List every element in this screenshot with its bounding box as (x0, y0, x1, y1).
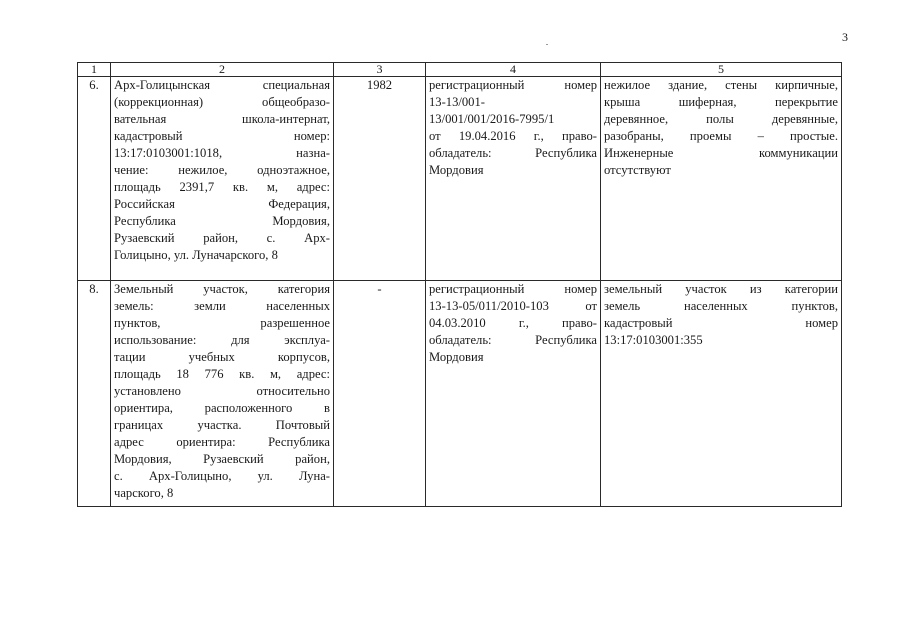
registration-cell (426, 281, 601, 507)
cell-text-line: кадастровый номер (604, 316, 838, 330)
row-number: 6. (78, 77, 111, 281)
characteristics-cell (601, 77, 842, 281)
characteristics-cell (601, 281, 842, 507)
cell-text-line: площадь 18 776 кв. м, адрес: (114, 367, 330, 381)
year-cell: - (334, 281, 426, 507)
scan-speck (546, 44, 548, 45)
cell-text-line: Мордовия, Рузаевский район, (114, 452, 330, 466)
cell-text-line: 13:17:0103001:355 (604, 333, 703, 347)
cell-text-line: с. Арх-Голицыно, ул. Луна- (114, 469, 330, 483)
cell-text-line: отсутствуют (604, 163, 671, 177)
cell-text-line: Мордовия (429, 350, 484, 364)
cell-text-line: регистрационный номер (429, 282, 597, 296)
cell-text-line: тации учебных корпусов, (114, 350, 330, 364)
cell-text-line: установлено относительно (114, 384, 330, 398)
cell-text-line: деревянное, полы деревянные, (604, 112, 838, 126)
object-description-cell (111, 281, 334, 507)
cell-text-line: Мордовия (429, 163, 484, 177)
page-number: 3 (842, 30, 848, 44)
cell-text-line: 13/001/001/2016-7995/1 (429, 112, 555, 126)
row-number: 8. (78, 281, 111, 507)
cell-text-line: Голицыно, ул. Луначарского, 8 (114, 248, 278, 262)
cell-text-line: (коррекционная) общеобразо- (114, 95, 330, 109)
cell-text-line: вательная школа-интернат, (114, 112, 330, 126)
cell-text-line: 13:17:0103001:1018, назна- (114, 146, 330, 160)
cell-text-line: 13-13/001- (429, 95, 485, 109)
cell-text-line: чение: нежилое, одноэтажное, (114, 163, 330, 177)
cell-text-line: Земельный участок, категория (114, 282, 330, 296)
cell-text-line: Инженерные коммуникации (604, 146, 838, 160)
table-row (78, 77, 842, 281)
cell-text-line: Республика Мордовия, (114, 214, 330, 228)
cell-text-line: Арх-Голицынская специальная (114, 78, 330, 92)
header-col-4: 4 (426, 63, 601, 77)
cell-text-line: площадь 2391,7 кв. м, адрес: (114, 180, 330, 194)
cell-text-line: границах участка. Почтовый (114, 418, 330, 432)
cell-text-line: разобраны, проемы – простые. (604, 129, 838, 143)
cell-text-line: использование: для эксплуа- (114, 333, 330, 347)
cell-text-line: кадастровый номер: (114, 129, 330, 143)
property-table (77, 62, 842, 507)
object-description-cell (111, 77, 334, 281)
header-col-3: 3 (334, 63, 426, 77)
cell-text-line: обладатель: Республика (429, 146, 597, 160)
header-col-2: 2 (111, 63, 334, 77)
year-cell: 1982 (334, 77, 426, 281)
cell-text-line: Российская Федерация, (114, 197, 330, 211)
registration-cell (426, 77, 601, 281)
table-row (78, 281, 842, 507)
cell-text-line: пунктов, разрешенное (114, 316, 330, 330)
cell-text-line: Рузаевский район, с. Арх- (114, 231, 330, 245)
cell-text-line: земель населенных пунктов, (604, 299, 838, 313)
cell-text-line: ориентира, расположенного в (114, 401, 330, 415)
cell-text-line: земельный участок из категории (604, 282, 838, 296)
cell-text-line: крыша шиферная, перекрытие (604, 95, 838, 109)
cell-text-line: адрес ориентира: Республика (114, 435, 330, 449)
cell-text-line: чарского, 8 (114, 486, 174, 500)
header-col-5: 5 (601, 63, 842, 77)
cell-text-line: нежилое здание, стены кирпичные, (604, 78, 838, 92)
cell-text-line: обладатель: Республика (429, 333, 597, 347)
table-header-row (78, 63, 842, 77)
cell-text-line: 04.03.2010 г., право- (429, 316, 597, 330)
cell-text-line: регистрационный номер (429, 78, 597, 92)
header-col-1: 1 (78, 63, 111, 77)
cell-text-line: земель: земли населенных (114, 299, 330, 313)
cell-text-line: от 19.04.2016 г., право- (429, 129, 597, 143)
cell-text-line: 13-13-05/011/2010-103 от (429, 299, 597, 313)
